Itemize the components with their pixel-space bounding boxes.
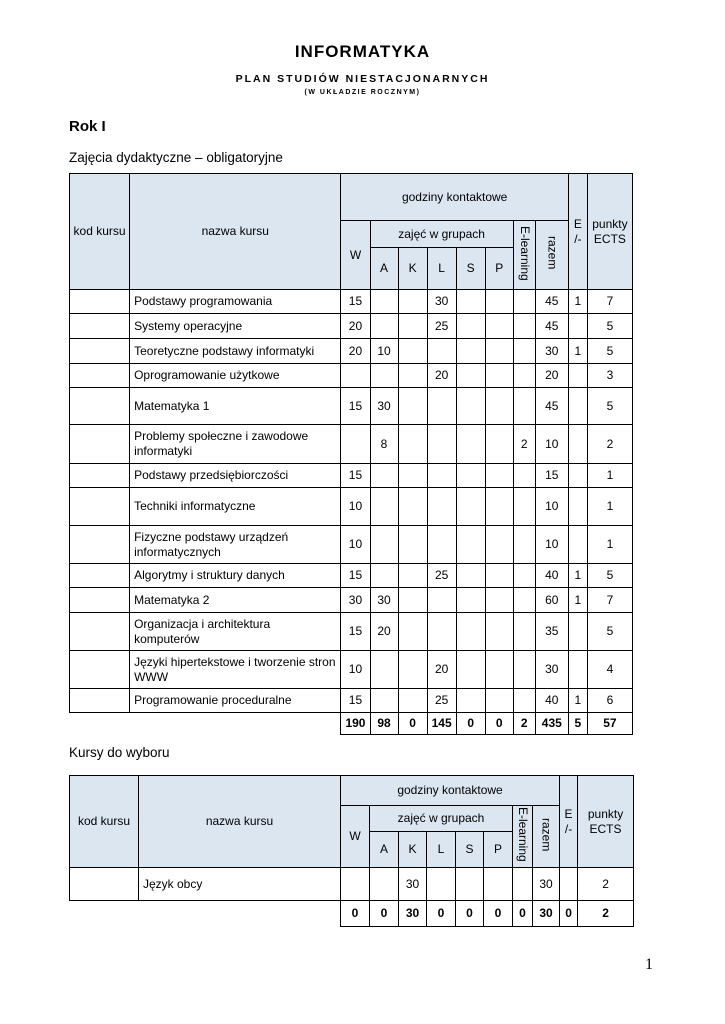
header-e: E /- xyxy=(568,174,587,290)
table-row xyxy=(70,314,633,339)
cell-nazwa: Języki hipertekstowe i tworzenie stron WWW xyxy=(130,651,341,689)
cell-el xyxy=(513,364,535,388)
cell-l: 20 xyxy=(427,651,456,689)
total-a: 0 xyxy=(370,901,399,927)
table-row xyxy=(70,868,634,901)
cell-e xyxy=(568,364,587,388)
document-subsubtitle: (W UKŁADZIE ROCZNYM) xyxy=(304,89,421,96)
cell-e xyxy=(568,388,587,425)
cell-s xyxy=(456,425,485,464)
cell-a xyxy=(370,314,398,339)
cell-kod xyxy=(70,425,130,464)
cell-kod xyxy=(70,314,130,339)
cell-w: 20 xyxy=(341,339,370,364)
header-w: W xyxy=(341,221,370,290)
total-el: 2 xyxy=(513,713,535,735)
cell-k xyxy=(398,689,427,713)
cell-e: 1 xyxy=(568,689,587,713)
cell-k xyxy=(398,651,427,689)
totals-row xyxy=(70,713,633,735)
cell-nazwa: Algorytmy i struktury danych xyxy=(130,564,341,588)
cell-el xyxy=(513,488,535,526)
cell-k xyxy=(398,464,427,488)
cell-e: 1 xyxy=(568,339,587,364)
cell-a: 30 xyxy=(370,388,398,425)
cell-e xyxy=(568,613,587,651)
cell-p xyxy=(485,651,513,689)
cell-w: 15 xyxy=(341,388,370,425)
header-a: A xyxy=(370,248,398,290)
cell-s xyxy=(456,588,485,613)
total-razem: 30 xyxy=(533,901,560,927)
header-s: S xyxy=(456,832,484,868)
cell-nazwa: Matematyka 2 xyxy=(130,588,341,613)
cell-s xyxy=(456,689,485,713)
cell-razem: 30 xyxy=(535,339,568,364)
obligatory-courses-table xyxy=(69,173,633,735)
header-p: P xyxy=(485,248,513,290)
cell-el xyxy=(513,339,535,364)
header-l: L xyxy=(427,832,456,868)
header-elearning xyxy=(513,221,535,290)
cell-ects: 7 xyxy=(587,290,632,314)
total-ects: 57 xyxy=(587,713,632,735)
cell-k xyxy=(398,488,427,526)
cell-s xyxy=(456,488,485,526)
header-a: A xyxy=(370,832,399,868)
cell-k xyxy=(398,364,427,388)
cell-ects: 1 xyxy=(587,464,632,488)
header-grupy: zajęć w grupach xyxy=(370,806,513,832)
cell-e xyxy=(568,651,587,689)
header-kod: kod kursu xyxy=(70,776,139,868)
cell-el xyxy=(513,564,535,588)
cell-w: 15 xyxy=(341,464,370,488)
table-row xyxy=(70,464,633,488)
cell-ects: 2 xyxy=(578,868,634,901)
cell-p xyxy=(484,868,513,901)
cell-nazwa: Techniki informatyczne xyxy=(130,488,341,526)
cell-ects: 2 xyxy=(587,425,632,464)
cell-w xyxy=(341,868,370,901)
cell-nazwa: Teoretyczne podstawy informatyki xyxy=(130,339,341,364)
cell-a: 8 xyxy=(370,425,398,464)
cell-a xyxy=(370,689,398,713)
header-grupy: zajęć w grupach xyxy=(370,221,513,248)
cell-razem: 60 xyxy=(535,588,568,613)
cell-e xyxy=(568,425,587,464)
cell-kod xyxy=(70,388,130,425)
cell-p xyxy=(485,526,513,564)
cell-a xyxy=(370,868,399,901)
cell-e xyxy=(568,526,587,564)
cell-a: 10 xyxy=(370,339,398,364)
table-row xyxy=(70,339,633,364)
section-title-elective: Kursy do wyboru xyxy=(69,745,170,760)
cell-l xyxy=(427,388,456,425)
cell-s xyxy=(456,314,485,339)
cell-kod xyxy=(70,464,130,488)
page-number: 1 xyxy=(645,956,653,973)
year-heading: Rok I xyxy=(69,118,106,135)
cell-el xyxy=(513,314,535,339)
header-elearning-label: E-learning xyxy=(516,807,530,862)
cell-kod xyxy=(70,689,130,713)
total-l: 0 xyxy=(427,901,456,927)
cell-ects: 3 xyxy=(587,364,632,388)
cell-el xyxy=(513,290,535,314)
total-razem: 435 xyxy=(535,713,568,735)
table-row xyxy=(70,290,633,314)
cell-a xyxy=(370,464,398,488)
header-godziny: godziny kontaktowe xyxy=(341,776,560,806)
cell-w: 10 xyxy=(341,526,370,564)
cell-a: 20 xyxy=(370,613,398,651)
total-ects: 2 xyxy=(578,901,634,927)
cell-p xyxy=(485,613,513,651)
cell-w: 30 xyxy=(341,588,370,613)
cell-p xyxy=(485,488,513,526)
cell-razem: 10 xyxy=(535,425,568,464)
cell-s xyxy=(456,339,485,364)
cell-el xyxy=(513,388,535,425)
cell-nazwa: Fizyczne podstawy urządzeń informatycznych xyxy=(130,526,341,564)
cell-razem: 30 xyxy=(535,651,568,689)
table-row xyxy=(70,588,633,613)
cell-a xyxy=(370,526,398,564)
cell-w xyxy=(341,425,370,464)
totals-spacer xyxy=(70,713,341,735)
cell-kod xyxy=(70,564,130,588)
header-razem xyxy=(535,221,568,290)
header-elearning-label: E-learning xyxy=(517,225,532,281)
cell-s xyxy=(456,526,485,564)
document-title: INFORMATYKA xyxy=(294,42,431,61)
document-subtitle: PLAN STUDIÓW NIESTACJONARNYCH xyxy=(235,73,490,85)
cell-e: 1 xyxy=(568,588,587,613)
cell-kod xyxy=(70,588,130,613)
cell-el xyxy=(513,526,535,564)
cell-l xyxy=(427,526,456,564)
header-w: W xyxy=(341,806,370,868)
cell-razem: 40 xyxy=(535,564,568,588)
cell-ects: 1 xyxy=(587,488,632,526)
cell-k xyxy=(398,314,427,339)
cell-nazwa: Język obcy xyxy=(139,868,341,901)
cell-w xyxy=(341,364,370,388)
cell-nazwa: Podstawy przedsiębiorczości xyxy=(130,464,341,488)
total-a: 98 xyxy=(370,713,398,735)
cell-s xyxy=(456,868,484,901)
table-row xyxy=(70,651,633,689)
cell-s xyxy=(456,564,485,588)
cell-kod xyxy=(70,364,130,388)
cell-a: 30 xyxy=(370,588,398,613)
cell-el: 2 xyxy=(513,425,535,464)
cell-ects: 7 xyxy=(587,588,632,613)
cell-p xyxy=(485,388,513,425)
total-el: 0 xyxy=(513,901,533,927)
cell-s xyxy=(456,651,485,689)
cell-k xyxy=(398,388,427,425)
header-k: K xyxy=(398,248,427,290)
total-e: 5 xyxy=(568,713,587,735)
total-p: 0 xyxy=(484,901,513,927)
cell-s xyxy=(456,613,485,651)
cell-k xyxy=(398,564,427,588)
cell-s xyxy=(456,388,485,425)
total-e: 0 xyxy=(560,901,578,927)
cell-l xyxy=(427,464,456,488)
cell-a xyxy=(370,290,398,314)
cell-s xyxy=(456,364,485,388)
cell-w: 15 xyxy=(341,564,370,588)
cell-razem: 45 xyxy=(535,314,568,339)
cell-k xyxy=(398,425,427,464)
cell-e xyxy=(560,868,578,901)
cell-el xyxy=(513,464,535,488)
header-godziny: godziny kontaktowe xyxy=(341,174,568,221)
cell-el xyxy=(513,689,535,713)
cell-a xyxy=(370,651,398,689)
section-title-obligatory: Zajęcia dydaktyczne – obligatoryjne xyxy=(69,150,283,165)
total-k: 0 xyxy=(398,713,427,735)
cell-k xyxy=(398,613,427,651)
cell-razem: 10 xyxy=(535,526,568,564)
cell-p xyxy=(485,425,513,464)
cell-kod xyxy=(70,651,130,689)
cell-nazwa: Organizacja i architektura komputerów xyxy=(130,613,341,651)
cell-a xyxy=(370,364,398,388)
cell-a xyxy=(370,488,398,526)
header-razem xyxy=(533,806,560,868)
cell-ects: 5 xyxy=(587,388,632,425)
cell-k xyxy=(398,526,427,564)
header-s: S xyxy=(456,248,485,290)
cell-razem: 45 xyxy=(535,290,568,314)
table-row xyxy=(70,526,633,564)
table-row xyxy=(70,388,633,425)
header-razem-label: razem xyxy=(539,817,554,852)
cell-ects: 5 xyxy=(587,339,632,364)
cell-kod xyxy=(70,290,130,314)
cell-p xyxy=(485,339,513,364)
table-row xyxy=(70,564,633,588)
cell-ects: 5 xyxy=(587,564,632,588)
cell-ects: 4 xyxy=(587,651,632,689)
cell-k xyxy=(398,339,427,364)
table-row xyxy=(70,364,633,388)
cell-w: 10 xyxy=(341,488,370,526)
cell-l: 25 xyxy=(427,314,456,339)
cell-p xyxy=(485,290,513,314)
cell-razem: 10 xyxy=(535,488,568,526)
cell-w: 15 xyxy=(341,290,370,314)
total-s: 0 xyxy=(456,713,485,735)
cell-l xyxy=(427,339,456,364)
cell-l xyxy=(427,588,456,613)
cell-p xyxy=(485,689,513,713)
cell-kod xyxy=(70,488,130,526)
header-kod: kod kursu xyxy=(70,174,130,290)
cell-ects: 6 xyxy=(587,689,632,713)
cell-kod xyxy=(70,868,139,901)
cell-e xyxy=(568,488,587,526)
header-nazwa: nazwa kursu xyxy=(130,174,341,290)
cell-l xyxy=(427,425,456,464)
total-s: 0 xyxy=(456,901,484,927)
cell-nazwa: Systemy operacyjne xyxy=(130,314,341,339)
cell-s xyxy=(456,290,485,314)
totals-row xyxy=(70,901,634,927)
header-k: K xyxy=(399,832,427,868)
total-k: 30 xyxy=(399,901,427,927)
cell-ects: 5 xyxy=(587,314,632,339)
cell-w: 10 xyxy=(341,651,370,689)
cell-nazwa: Programowanie proceduralne xyxy=(130,689,341,713)
cell-e: 1 xyxy=(568,564,587,588)
header-elearning xyxy=(513,806,533,868)
cell-nazwa: Problemy społeczne i zawodowe informatyki xyxy=(130,425,341,464)
cell-ects: 5 xyxy=(587,613,632,651)
cell-razem: 40 xyxy=(535,689,568,713)
cell-razem: 15 xyxy=(535,464,568,488)
cell-razem: 30 xyxy=(533,868,560,901)
cell-a xyxy=(370,564,398,588)
cell-el xyxy=(513,651,535,689)
cell-razem: 45 xyxy=(535,388,568,425)
cell-e xyxy=(568,464,587,488)
cell-p xyxy=(485,564,513,588)
cell-kod xyxy=(70,339,130,364)
cell-nazwa: Oprogramowanie użytkowe xyxy=(130,364,341,388)
table-row xyxy=(70,425,633,464)
cell-k xyxy=(398,588,427,613)
cell-l: 25 xyxy=(427,564,456,588)
cell-s xyxy=(456,464,485,488)
cell-l xyxy=(427,613,456,651)
cell-k xyxy=(398,290,427,314)
cell-razem: 35 xyxy=(535,613,568,651)
cell-l xyxy=(427,868,456,901)
cell-l: 25 xyxy=(427,689,456,713)
cell-e: 1 xyxy=(568,290,587,314)
cell-w: 20 xyxy=(341,314,370,339)
total-w: 0 xyxy=(341,901,370,927)
totals-spacer xyxy=(70,901,341,927)
cell-el xyxy=(513,588,535,613)
cell-e xyxy=(568,314,587,339)
cell-nazwa: Matematyka 1 xyxy=(130,388,341,425)
cell-el xyxy=(513,613,535,651)
cell-l: 20 xyxy=(427,364,456,388)
cell-kod xyxy=(70,526,130,564)
header-nazwa: nazwa kursu xyxy=(139,776,341,868)
cell-l: 30 xyxy=(427,290,456,314)
table-row xyxy=(70,488,633,526)
cell-el xyxy=(513,868,533,901)
table-row xyxy=(70,689,633,713)
total-w: 190 xyxy=(341,713,370,735)
header-razem-label: razem xyxy=(545,236,560,270)
cell-w: 15 xyxy=(341,689,370,713)
cell-p xyxy=(485,314,513,339)
total-l: 145 xyxy=(427,713,456,735)
cell-nazwa: Podstawy programowania xyxy=(130,290,341,314)
header-p: P xyxy=(484,832,513,868)
table-row xyxy=(70,613,633,651)
header-ects: punkty ECTS xyxy=(587,174,632,290)
header-e: E /- xyxy=(560,776,578,868)
cell-p xyxy=(485,588,513,613)
cell-kod xyxy=(70,613,130,651)
cell-l xyxy=(427,488,456,526)
cell-k: 30 xyxy=(399,868,427,901)
cell-p xyxy=(485,364,513,388)
cell-ects: 1 xyxy=(587,526,632,564)
cell-w: 15 xyxy=(341,613,370,651)
total-p: 0 xyxy=(485,713,513,735)
header-ects: punkty ECTS xyxy=(578,776,634,868)
cell-p xyxy=(485,464,513,488)
header-l: L xyxy=(427,248,456,290)
elective-courses-table xyxy=(69,775,634,927)
cell-razem: 20 xyxy=(535,364,568,388)
